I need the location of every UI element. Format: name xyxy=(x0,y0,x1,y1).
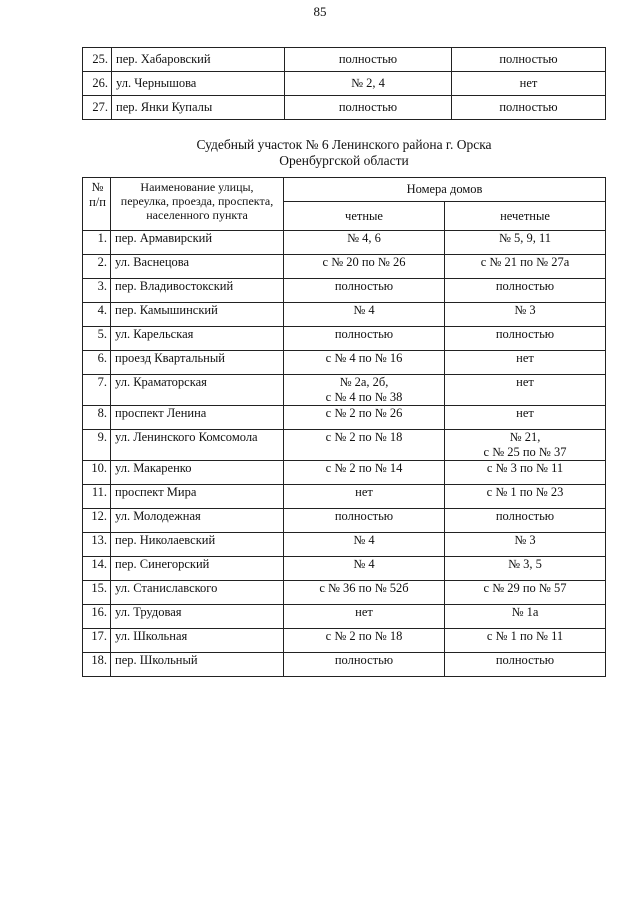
continued-table xyxy=(82,47,606,120)
odd-houses: № 3, 5 xyxy=(445,557,606,581)
table-row xyxy=(83,461,606,485)
odd-houses: полностью xyxy=(445,653,606,677)
even-houses: № 2, 4 xyxy=(285,72,452,96)
odd-houses: № 5, 9, 11 xyxy=(445,231,606,255)
row-number: 26. xyxy=(83,72,112,96)
section-title-line2: Оренбургской области xyxy=(279,153,409,168)
odd-houses: № 1а xyxy=(445,605,606,629)
odd-houses: с № 3 по № 11 xyxy=(445,461,606,485)
even-houses: с № 20 по № 26 xyxy=(284,255,445,279)
header-num: № п/п xyxy=(83,178,111,231)
row-number: 2. xyxy=(83,255,111,279)
odd-houses: № 3 xyxy=(445,533,606,557)
street-name: пер. Хабаровский xyxy=(112,48,285,72)
street-name: ул. Чернышова xyxy=(112,72,285,96)
even-houses: полностью xyxy=(284,509,445,533)
even-houses: нет xyxy=(284,485,445,509)
header-even: четные xyxy=(284,202,445,231)
odd-houses: нет xyxy=(452,72,606,96)
street-name: пер. Армавирский xyxy=(111,231,284,255)
table-row xyxy=(83,605,606,629)
table-row xyxy=(83,653,606,677)
row-number: 8. xyxy=(83,406,111,430)
even-houses: с № 36 по № 52б xyxy=(284,581,445,605)
even-houses: с № 2 по № 14 xyxy=(284,461,445,485)
even-houses: с № 4 по № 16 xyxy=(284,351,445,375)
row-number: 27. xyxy=(83,96,112,120)
even-houses: № 4 xyxy=(284,557,445,581)
row-number: 10. xyxy=(83,461,111,485)
streets-table-header xyxy=(83,178,606,231)
row-number: 5. xyxy=(83,327,111,351)
table-row xyxy=(83,255,606,279)
row-number: 18. xyxy=(83,653,111,677)
table-row xyxy=(83,48,606,72)
even-houses: полностью xyxy=(285,48,452,72)
street-name: ул. Трудовая xyxy=(111,605,284,629)
row-number: 3. xyxy=(83,279,111,303)
row-number: 14. xyxy=(83,557,111,581)
even-houses: № 4, 6 xyxy=(284,231,445,255)
even-houses: нет xyxy=(284,605,445,629)
table-row xyxy=(83,96,606,120)
even-houses: № 4 xyxy=(284,533,445,557)
street-name: ул. Карельская xyxy=(111,327,284,351)
header-houses: Номера домов xyxy=(284,178,606,202)
table-row xyxy=(83,406,606,430)
street-name: ул. Краматорская xyxy=(111,375,284,406)
odd-houses: полностью xyxy=(452,48,606,72)
even-houses: № 4 xyxy=(284,303,445,327)
street-name: ул. Васнецова xyxy=(111,255,284,279)
even-houses: полностью xyxy=(284,327,445,351)
street-name: ул. Ленинского Комсомола xyxy=(111,430,284,461)
odd-houses: с № 1 по № 11 xyxy=(445,629,606,653)
row-number: 6. xyxy=(83,351,111,375)
table-row xyxy=(83,231,606,255)
street-name: пер. Янки Купалы xyxy=(112,96,285,120)
even-houses: с № 2 по № 18 xyxy=(284,629,445,653)
street-name: проспект Мира xyxy=(111,485,284,509)
street-name: ул. Макаренко xyxy=(111,461,284,485)
table-row xyxy=(83,351,606,375)
table-row xyxy=(83,279,606,303)
street-name: ул. Станиславского xyxy=(111,581,284,605)
odd-houses: нет xyxy=(445,375,606,406)
odd-houses: № 3 xyxy=(445,303,606,327)
row-number: 13. xyxy=(83,533,111,557)
row-number: 9. xyxy=(83,430,111,461)
even-houses: с № 2 по № 26 xyxy=(284,406,445,430)
street-name: пер. Владивостокский xyxy=(111,279,284,303)
table-row xyxy=(83,430,606,461)
street-name: пер. Николаевский xyxy=(111,533,284,557)
even-houses: с № 2 по № 18 xyxy=(284,430,445,461)
odd-houses: нет xyxy=(445,351,606,375)
odd-houses: с № 1 по № 23 xyxy=(445,485,606,509)
table-row xyxy=(83,485,606,509)
odd-houses: полностью xyxy=(445,509,606,533)
table-row xyxy=(83,581,606,605)
even-houses: полностью xyxy=(285,96,452,120)
odd-houses: № 21, с № 25 по № 37 xyxy=(445,430,606,461)
even-houses: полностью xyxy=(284,279,445,303)
row-number: 17. xyxy=(83,629,111,653)
street-name: пер. Синегорский xyxy=(111,557,284,581)
odd-houses: с № 21 по № 27а xyxy=(445,255,606,279)
table-row xyxy=(83,375,606,406)
table-row xyxy=(83,629,606,653)
continued-table-body xyxy=(83,48,606,120)
street-name: пер. Школьный xyxy=(111,653,284,677)
odd-houses: нет xyxy=(445,406,606,430)
table-row xyxy=(83,72,606,96)
street-name: ул. Школьная xyxy=(111,629,284,653)
row-number: 12. xyxy=(83,509,111,533)
odd-houses: полностью xyxy=(445,327,606,351)
row-number: 16. xyxy=(83,605,111,629)
street-name: проспект Ленина xyxy=(111,406,284,430)
row-number: 4. xyxy=(83,303,111,327)
street-name: проезд Квартальный xyxy=(111,351,284,375)
table-row xyxy=(83,533,606,557)
row-number: 15. xyxy=(83,581,111,605)
row-number: 11. xyxy=(83,485,111,509)
header-odd: нечетные xyxy=(445,202,606,231)
street-name: ул. Молодежная xyxy=(111,509,284,533)
page-number: 85 xyxy=(313,4,327,19)
row-number: 25. xyxy=(83,48,112,72)
streets-table xyxy=(82,177,606,677)
table-row xyxy=(83,303,606,327)
row-number: 7. xyxy=(83,375,111,406)
streets-table-body xyxy=(83,231,606,677)
section-title xyxy=(82,137,606,169)
section-title-line1: Судебный участок № 6 Ленинского района г. Орска xyxy=(196,137,492,152)
street-name: пер. Камышинский xyxy=(111,303,284,327)
table-row xyxy=(83,509,606,533)
odd-houses: полностью xyxy=(452,96,606,120)
table-row xyxy=(83,557,606,581)
even-houses: полностью xyxy=(284,653,445,677)
odd-houses: полностью xyxy=(445,279,606,303)
odd-houses: с № 29 по № 57 xyxy=(445,581,606,605)
table-row xyxy=(83,327,606,351)
even-houses: № 2а, 2б, с № 4 по № 38 xyxy=(284,375,445,406)
header-name: Наименование улицы, переулка, проезда, проспекта, населенного пункта xyxy=(111,178,284,231)
row-number: 1. xyxy=(83,231,111,255)
